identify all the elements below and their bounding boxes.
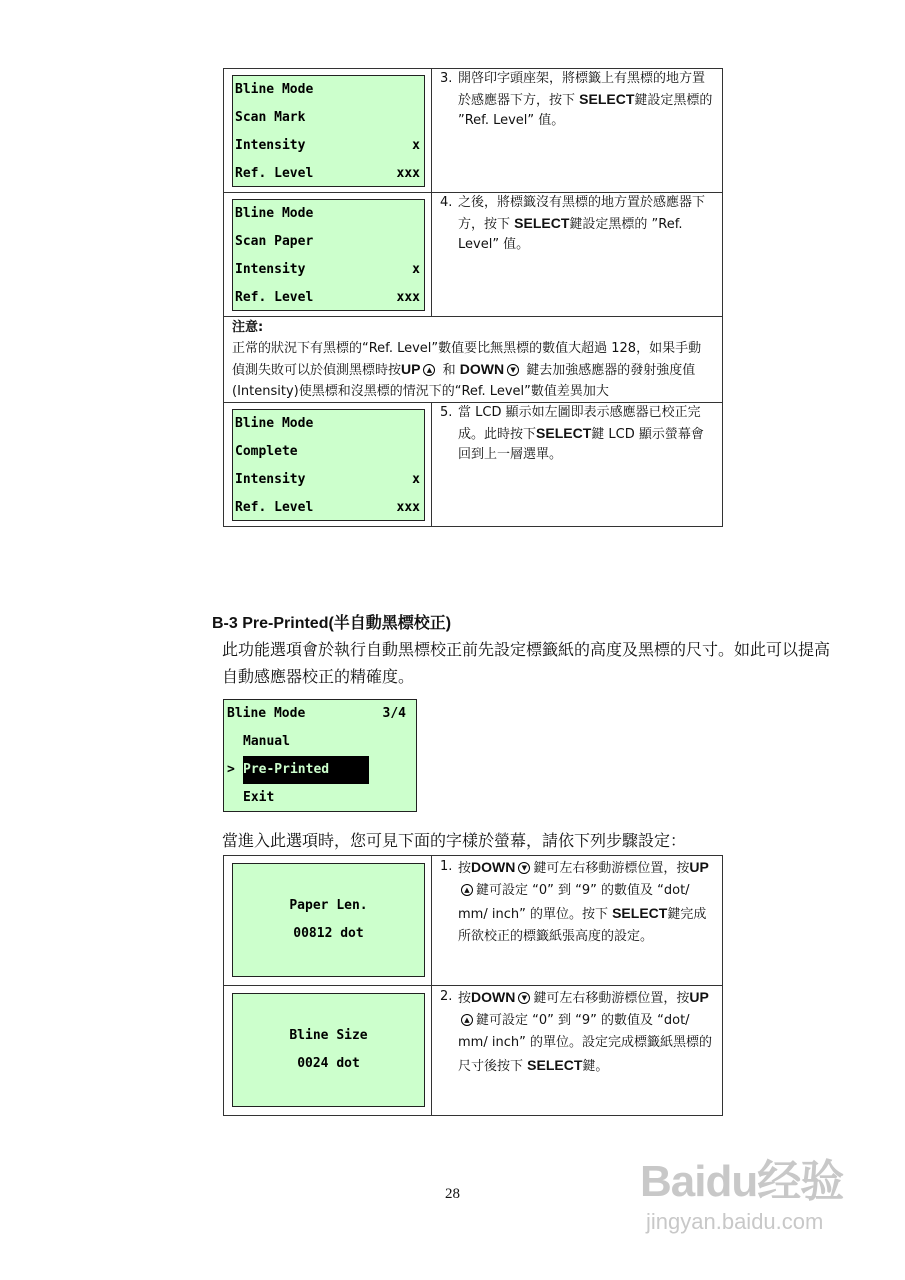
select-key-label: SELECT <box>536 425 592 441</box>
note-row <box>224 317 722 403</box>
table-row <box>224 403 722 526</box>
select-key-label: SELECT <box>579 91 635 107</box>
table-row <box>224 986 722 1115</box>
up-key-label: UP <box>689 989 709 1005</box>
step-description: 1. 按DOWN ▼ 鍵可左右移動游標位置，按UP▲ 鍵可設定 “0” 到 “9” 的數值及 “dot/ mm/ inch” 的單位。按下 SELECT鍵完成所欲校正的標籤紙張高度的設定。 <box>440 859 709 944</box>
section-heading: B-3 Pre-Printed(半自動黑標校正) <box>212 615 452 632</box>
lcd-screen: Paper Len. 00812 dot <box>232 863 425 977</box>
table-row <box>224 69 722 193</box>
step-description: 5. 當 LCD 顯示如左圖即表示感應器已校正完成。此時按下SELECT鍵 LCD 顯示螢幕會回到上一層選單。 <box>440 405 704 462</box>
lcd-screen: Bline Mode Scan Mark Intensity x Ref. Level xxx <box>232 75 425 187</box>
calibration-steps-table <box>223 68 723 527</box>
note-text: 正常的狀況下有黑標的“Ref. Level”數值要比無黑標的數值大超過 128，如果手動偵測失敗可以於偵測黑標時按UP ▲ 和 DOWN ▼ 鍵去加強感應器的發射強度值(Intensity)使黑標和沒黑標的情況下的“Ref. Level”數值差異加大 <box>232 341 702 399</box>
select-key-label: SELECT <box>514 215 570 231</box>
cursor-indicator: > <box>227 762 235 777</box>
lcd-screen: Bline Mode Scan Paper Intensity x Ref. Level xxx <box>232 199 425 311</box>
menu-item-manual: Manual <box>243 734 290 749</box>
down-key-label: DOWN <box>471 989 516 1005</box>
section-paragraph: 此功能選項會於執行自動黑標校正前先設定標籤紙的高度及黑標的尺寸。如此可以提高自動感應器校正的精確度。 <box>222 640 831 686</box>
step-description: 2. 按DOWN ▼ 鍵可左右移動游標位置，按UP▲ 鍵可設定 “0” 到 “9” 的數值及 “dot/ mm/ inch” 的單位。設定完成標籤紙黑標的尺寸後按下 SELECT鍵。 <box>440 989 712 1074</box>
table-row <box>224 856 722 986</box>
up-key-label: UP <box>401 361 421 377</box>
select-key-label: SELECT <box>612 905 668 921</box>
down-arrow-icon: ▼ <box>518 862 530 874</box>
menu-lcd-screen: Bline Mode 3/4 Manual > Pre-Printed Exit <box>223 699 417 812</box>
setup-intro: 當進入此選項時，您可見下面的字樣於螢幕，請依下列步驟設定： <box>222 831 687 850</box>
up-arrow-icon: ▲ <box>461 1014 473 1026</box>
baidu-watermark: Baidu经验 jingyan.baidu.com <box>640 1157 844 1234</box>
step-description: 3. 開啓印字頭座架，將標籤上有黑標的地方置於感應器下方，按下 SELECT鍵設定黑標的 ”Ref. Level” 值。 <box>440 71 713 128</box>
note-title: 注意: <box>232 320 264 335</box>
up-arrow-icon: ▲ <box>423 364 435 376</box>
down-arrow-icon: ▼ <box>518 992 530 1004</box>
menu-item-pre-printed: > Pre-Printed <box>227 756 416 784</box>
step-description: 4. 之後，將標籤沒有黑標的地方置於感應器下方，按下 SELECT鍵設定黑標的 ”Ref. Level” 值。 <box>440 195 706 252</box>
down-key-label: DOWN <box>459 361 505 377</box>
down-arrow-icon: ▼ <box>507 364 519 376</box>
menu-item-exit: Exit <box>243 790 275 805</box>
table-row <box>224 193 722 317</box>
up-key-label: UP <box>689 859 709 875</box>
pre-printed-steps-table <box>223 855 723 1116</box>
lcd-screen: Bline Mode Complete Intensity x Ref. Level xxx <box>232 409 425 521</box>
down-key-label: DOWN <box>471 859 516 875</box>
lcd-screen: Bline Size 0024 dot <box>232 993 425 1107</box>
select-key-label: SELECT <box>527 1057 583 1073</box>
page-number: 28 <box>445 1186 460 1202</box>
up-arrow-icon: ▲ <box>461 884 473 896</box>
